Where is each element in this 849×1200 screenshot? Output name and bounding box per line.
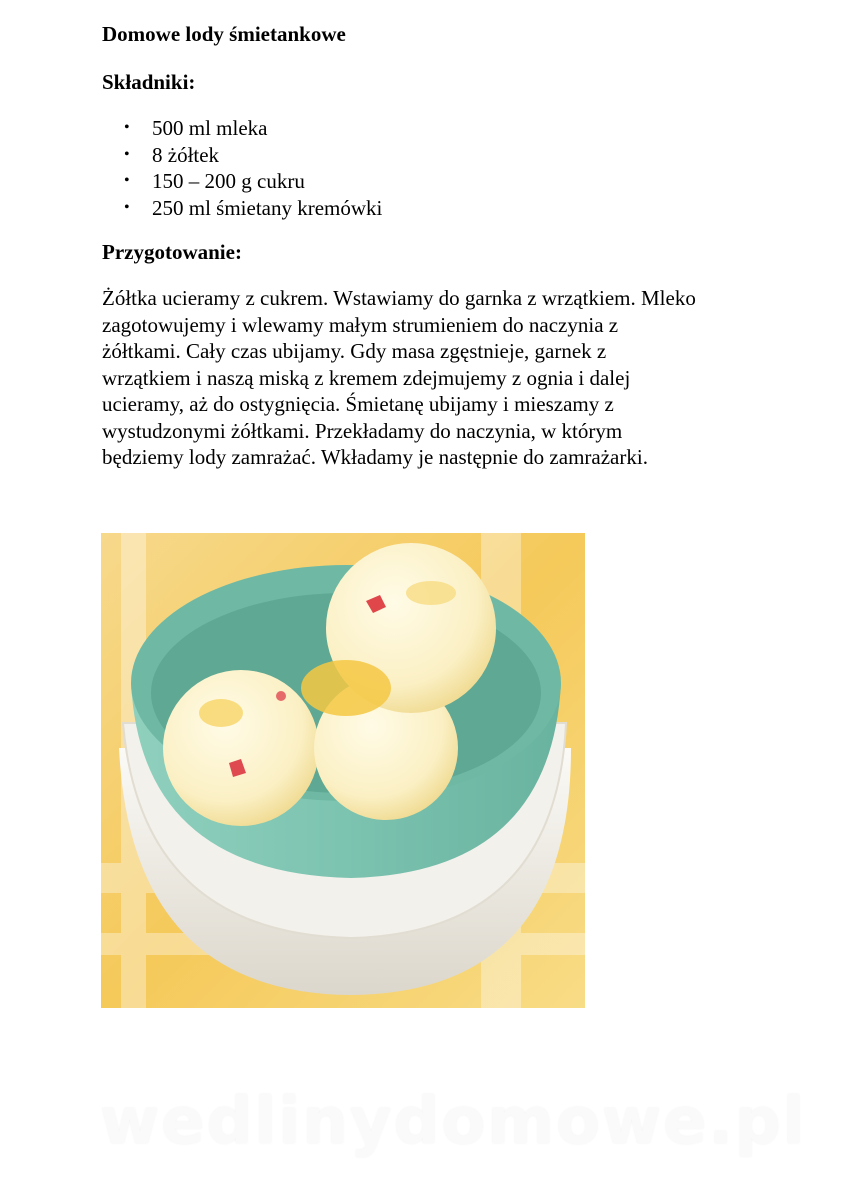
list-item [102, 168, 382, 195]
bullet-icon: • [124, 172, 130, 189]
ingredients-list [102, 115, 382, 221]
preparation-line: wystudzonymi żółtkami. Przekładamy do naczynia, w którym [102, 418, 623, 443]
preparation-line: ucieramy, aż do ostygnięcia. Śmietanę ubijamy i mieszamy z [102, 392, 614, 416]
ingredient-text: 150 – 200 g cukru [152, 169, 305, 193]
preparation-line: wrzątkiem i naszą miską z kremem zdejmujemy z ognia i dalej [102, 365, 631, 390]
bullet-icon: • [124, 145, 130, 163]
ice-cream-scoop-left [163, 670, 319, 826]
fruit-piece [276, 691, 286, 701]
preparation-line: żółtkami. Cały czas ubijamy. Gdy masa zgęstnieje, garnek z [102, 339, 607, 363]
list-item [102, 115, 382, 142]
recipe-title: Domowe lody śmietankowe [102, 22, 346, 46]
preparation-line: zagotowujemy i wlewamy małym strumieniem do naczynia z [102, 312, 619, 337]
ice-cream-bowl-illustration [101, 533, 585, 1008]
watermark-text: wedlinydomowe.pl [100, 1085, 807, 1159]
ingredient-text: 8 żółtek [152, 142, 220, 167]
list-item [102, 142, 382, 169]
bullet-icon: • [124, 119, 130, 136]
egg-yolk-swirl [301, 660, 391, 716]
ingredient-text: 500 ml mleka [152, 116, 268, 140]
list-item [102, 195, 382, 222]
preparation-line: będziemy lody zamrażać. Wkładamy je następnie do zamrażarki. [102, 445, 648, 469]
ingredient-text: 250 ml śmietany kremówki [152, 195, 383, 220]
egg-yolk-swirl [406, 581, 456, 605]
ingredients-heading: Składniki: [102, 70, 196, 94]
bullet-icon: • [124, 198, 130, 216]
preparation-line: Żółtka ucieramy z cukrem. Wstawiamy do garnka z wrzątkiem. Mleko [102, 286, 696, 310]
egg-yolk-swirl [199, 699, 243, 727]
preparation-heading: Przygotowanie: [102, 240, 242, 264]
preparation-text [102, 285, 792, 471]
ice-cream-photo [101, 533, 585, 1008]
